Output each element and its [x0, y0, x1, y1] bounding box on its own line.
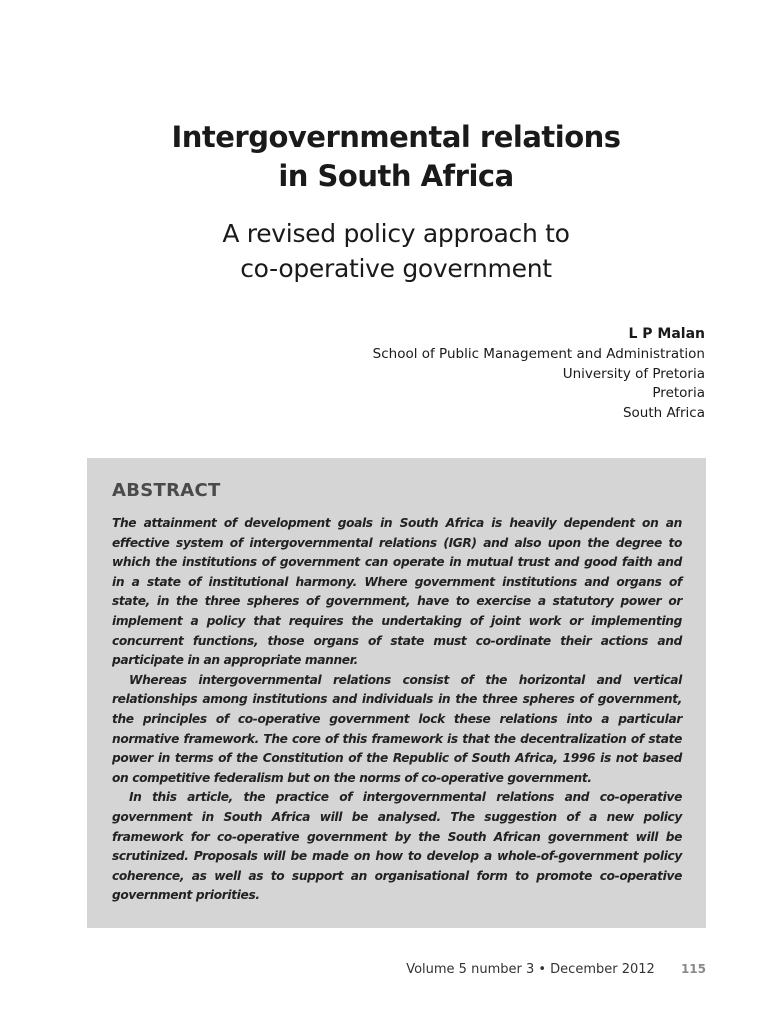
- article-subtitle: [0, 216, 768, 286]
- subtitle-line-1: A revised policy approach to: [222, 219, 570, 248]
- affiliation-department: School of Public Management and Administration: [372, 346, 705, 362]
- author-name: L P Malan: [628, 326, 705, 342]
- abstract-heading: ABSTRACT: [112, 480, 221, 501]
- abstract-paragraph: The attainment of development goals in South Africa is heavily dependent on an effective system of intergovernmental relations (IGR) and also upon the degree to which the institutions of government can operate in mutual trust and good faith and in a state of institutional harmony. Where government institutions and organs of state, in the three spheres of government, have to exercise a statutory power or implement a policy that requires the undertaking of joint work or implementing concurrent functions, those organs of state must co-ordinate their actions and participate in an appropriate manner.: [112, 516, 682, 668]
- page-footer: [406, 962, 706, 977]
- abstract-paragraph: In this article, the practice of intergovernmental relations and co-operative government in South Africa will be analysed. The suggestion of a new policy framework for co-operative government by the South African government will be scrutinized. Proposals will be made on how to develop a whole-of-government policy coherence, as well as to support an organisational form to promote co-operative government priorities.: [112, 790, 682, 903]
- page-number: 115: [680, 962, 706, 976]
- author-block: [285, 324, 705, 423]
- abstract-paragraph: Whereas intergovernmental relations consist of the horizontal and vertical relationships among institutions and individuals in the three spheres of government, the principles of co-operative government lock these relations into a particular normative framework. The core of this framework is that the decentralization of state power in terms of the Constitution of the Republic of South Africa, 1996 is not based on competitive federalism but on the norms of co-operative government.: [112, 672, 682, 785]
- title-line-2: in South Africa: [278, 159, 514, 193]
- affiliation-country: South Africa: [622, 404, 705, 421]
- affiliation-city: Pretoria: [652, 385, 705, 401]
- subtitle-line-2: co-operative government: [240, 254, 552, 283]
- abstract-box: [87, 458, 706, 928]
- title-line-1: Intergovernmental relations: [171, 120, 621, 154]
- affiliation-university: University of Pretoria: [562, 365, 705, 382]
- article-title: [0, 118, 768, 196]
- journal-info: Volume 5 number 3 • December 2012: [406, 962, 655, 977]
